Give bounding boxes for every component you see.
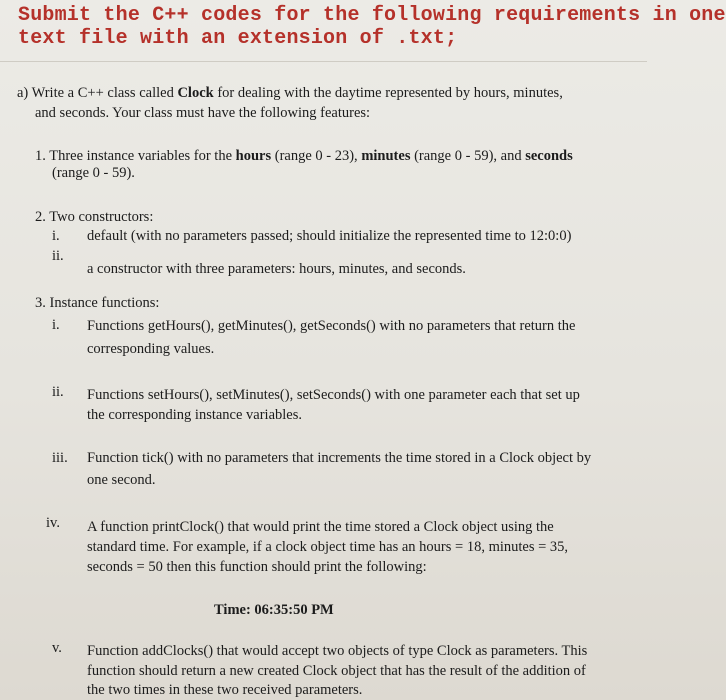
- item-3-iii-line-1: Function tick() with no parameters that increments the time stored in a Clock object by: [87, 450, 592, 466]
- heading-line-2: text file with an extension of .txt;: [18, 27, 458, 50]
- item-1-marker: 1.: [35, 148, 46, 164]
- item-3-iv-line-2: standard time. For example, if a clock object time has an hours = 18, minutes = 35,: [87, 539, 569, 555]
- item-2-sub-ii-text: a constructor with three parameters: hours, minutes, and seconds.: [87, 261, 466, 277]
- item-2-marker: 2.: [35, 209, 46, 225]
- item-3-i-marker: i.: [52, 317, 60, 333]
- item-3-i-line-1: Functions getHours(), getMinutes(), getSeconds() with no parameters that return the: [87, 318, 576, 334]
- part-a-line-2: and seconds. Your class must have the following features:: [35, 105, 371, 121]
- heading-line-1: Submit the C++ codes for the following requirements in one: [18, 4, 726, 27]
- item-3-v-marker: v.: [52, 640, 62, 656]
- item-3-marker: 3.: [35, 295, 46, 311]
- item-3-ii-line-2: the corresponding instance variables.: [87, 407, 303, 423]
- part-a-line-1: a) Write a C++ class called Clock for dealing with the daytime represented by hours, minutes,: [17, 85, 563, 101]
- item-3-iii-line-2: one second.: [87, 472, 156, 488]
- item-3-iv-marker: iv.: [46, 515, 60, 531]
- item-3-v-line-3: the two times in these two received parameters.: [87, 682, 363, 698]
- item-3-iii-marker: iii.: [52, 450, 68, 466]
- item-3-title: 3. Instance functions:: [35, 295, 160, 311]
- item-2-sub-i-text: default (with no parameters passed; should initialize the represented time to 12:0:0): [87, 228, 572, 244]
- item-3-v-line-1: Function addClocks() that would accept two objects of type Clock as parameters. This: [87, 643, 588, 659]
- item-2-title: 2. Two constructors:: [35, 209, 154, 225]
- item-3-ii-marker: ii.: [52, 384, 64, 400]
- item-3-i-line-2: corresponding values.: [87, 341, 215, 357]
- item-1-line-2: (range 0 - 59).: [52, 165, 135, 181]
- item-3-iv-line-1: A function printClock() that would print the time stored a Clock object using the: [87, 519, 554, 535]
- example-output: Time: 06:35:50 PM: [214, 602, 334, 618]
- item-2-sub-i-marker: i.: [52, 228, 60, 244]
- item-1-line-1: 1. Three instance variables for the hours (range 0 - 23), minutes (range 0 - 59), and seconds: [35, 148, 573, 164]
- item-2-sub-ii-marker: ii.: [52, 248, 64, 264]
- item-3-iv-line-3: seconds = 50 then this function should print the following:: [87, 559, 427, 575]
- item-3-v-line-2: function should return a new created Clock object that has the result of the addition of: [87, 663, 586, 679]
- divider: [0, 61, 647, 62]
- item-3-ii-line-1: Functions setHours(), setMinutes(), setSeconds() with one parameter each that set up: [87, 387, 580, 403]
